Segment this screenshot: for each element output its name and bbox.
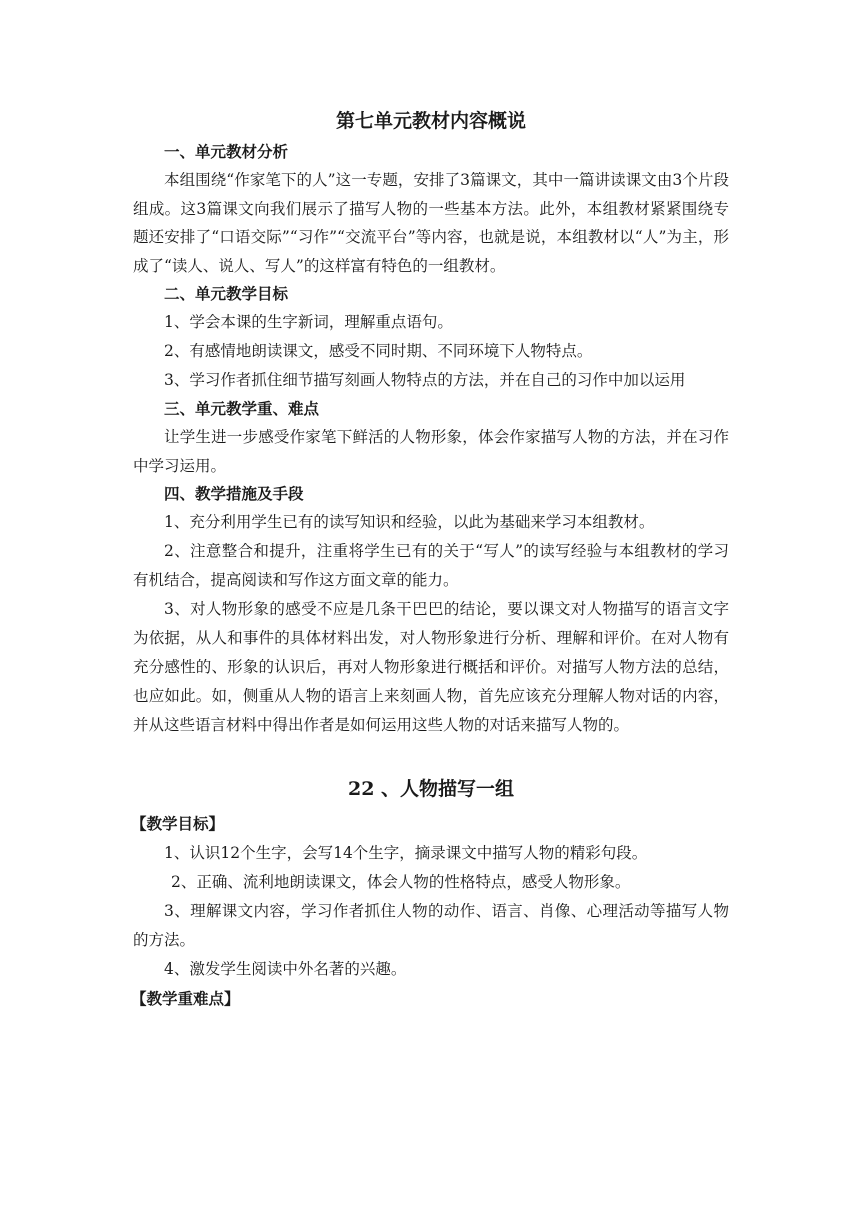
section-spacer — [133, 740, 729, 769]
goal-item: 1、学会本课的生字新词，理解重点语句。 — [164, 313, 453, 331]
measure-item: 3、对人物形象的感受不应是几条干巴巴的结论，要以课文对人物描写的语言文字为依据，从人和事件的具体材料出发，对人物形象进行分析、理解和评价。在对人物有充分感性的、形象的认识后，再对人物形象进行概括和评价。对描写人物方法的总结，也应如此。如，侧重从人物的语言上来刻画人物，首先应该充分理解人物对话的内容，并从这些语言材料中得出作者是如何运用这些人物的对话来描写人物的。 — [133, 600, 729, 734]
measure-item: 1、充分利用学生已有的读写知识和经验，以此为基础来学习本组教材。 — [164, 513, 655, 531]
objective-item: 2、正确、流利地朗读课文，体会人物的性格特点，感受人物形象。 — [171, 873, 631, 891]
section-heading-goals: 二、单元教学目标 — [164, 284, 289, 303]
lesson-title: 22 、人物描写一组 — [347, 778, 515, 800]
page-title: 第七单元教材内容概说 — [335, 110, 526, 132]
goal-item: 2、有感情地朗读课文，感受不同时期、不同环境下人物特点。 — [164, 342, 593, 360]
objective-item: 3、理解课文内容，学习作者抓住人物的动作、语言、肖像、心理活动等描写人物的方法。 — [133, 902, 729, 949]
goal-item: 3、学习作者抓住细节描写刻画人物特点的方法，并在自己的习作中加以运用 — [164, 371, 686, 389]
section-heading-measures: 四、教学措施及手段 — [164, 484, 304, 503]
key-points-paragraph: 让学生进一步感受作家笔下鲜活的人物形象，体会作家描写人物的方法，并在习作中学习运用。 — [133, 428, 729, 475]
section-heading-key-points: 三、单元教学重、难点 — [164, 399, 320, 418]
key-difficulties-heading: 【教学重难点】 — [131, 989, 240, 1008]
objective-item: 1、认识12个生字，会写14个生字，摘录课文中描写人物的精彩句段。 — [164, 844, 648, 862]
section-heading-analysis: 一、单元教材分析 — [164, 142, 289, 161]
objective-item: 4、激发学生阅读中外名著的兴趣。 — [164, 960, 407, 978]
measure-item: 2、注意整合和提升，注重将学生已有的关于“写人”的读写经验与本组教材的学习有机结合，提高阅读和写作这方面文章的能力。 — [133, 542, 729, 589]
analysis-paragraph: 本组围绕“作家笔下的人”这一专题，安排了3篇课文，其中一篇讲读课文由3个片段组成。这3篇课文向我们展示了描写人物的一些基本方法。此外，本组教材紧紧围绕专题还安排了“口语交际”“习作”“交流平台”等内容，也就是说，本组教材以“人”为主，形成了“读人、说人、写人”的这样富有特色的一组教材。 — [133, 171, 729, 275]
objectives-heading: 【教学目标】 — [131, 814, 225, 833]
document-body — [133, 104, 729, 1014]
